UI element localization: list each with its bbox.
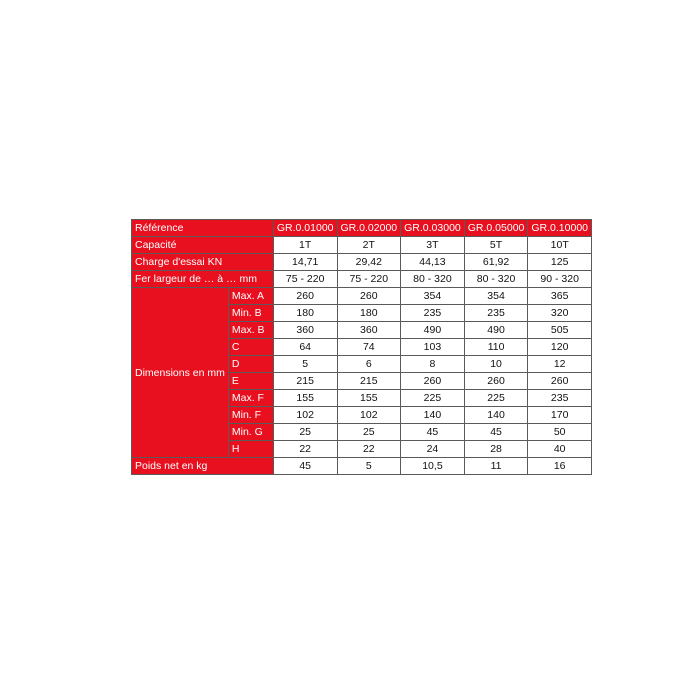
dimension-row	[132, 288, 592, 305]
table-cell: 22	[337, 441, 401, 458]
table-cell: 45	[401, 424, 465, 441]
table-cell: 24	[401, 441, 465, 458]
table-cell: 140	[401, 407, 465, 424]
table-cell: 180	[337, 305, 401, 322]
table-cell: 10T	[528, 237, 592, 254]
table-cell: 90 - 320	[528, 271, 592, 288]
table-cell: 2T	[337, 237, 401, 254]
table-cell: 225	[464, 390, 528, 407]
table-cell: 50	[528, 424, 592, 441]
dimension-label: E	[228, 373, 273, 390]
table-cell: 44,13	[401, 254, 465, 271]
table-cell: 5T	[464, 237, 528, 254]
table-cell: 260	[528, 373, 592, 390]
table-cell: 45	[273, 458, 337, 475]
table-cell: 490	[464, 322, 528, 339]
table-cell: 80 - 320	[464, 271, 528, 288]
table-cell: 80 - 320	[401, 271, 465, 288]
table-row	[132, 237, 592, 254]
dimension-label: D	[228, 356, 273, 373]
table-cell: 61,92	[464, 254, 528, 271]
table-cell: 10,5	[401, 458, 465, 475]
table-cell: 16	[528, 458, 592, 475]
table-cell: 12	[528, 356, 592, 373]
dimension-label: Min. B	[228, 305, 273, 322]
table-cell: 74	[337, 339, 401, 356]
table-cell: 10	[464, 356, 528, 373]
table-cell: 365	[528, 288, 592, 305]
table-cell: 354	[464, 288, 528, 305]
table-cell: 215	[337, 373, 401, 390]
table-cell: 235	[401, 305, 465, 322]
row-label: Capacité	[132, 237, 274, 254]
column-header: GR.0.10000	[528, 220, 592, 237]
table-cell: 102	[337, 407, 401, 424]
table-cell: 215	[273, 373, 337, 390]
table-cell: 29,42	[337, 254, 401, 271]
table-cell: 6	[337, 356, 401, 373]
table-cell: 45	[464, 424, 528, 441]
table-cell: 360	[337, 322, 401, 339]
table-cell: 103	[401, 339, 465, 356]
dimension-label: Max. B	[228, 322, 273, 339]
table-cell: 110	[464, 339, 528, 356]
dimension-label: Min. F	[228, 407, 273, 424]
dimension-label: C	[228, 339, 273, 356]
table-cell: 320	[528, 305, 592, 322]
table-cell: 155	[273, 390, 337, 407]
table-cell: 64	[273, 339, 337, 356]
table-cell: 25	[337, 424, 401, 441]
table-row	[132, 254, 592, 271]
column-header: GR.0.05000	[464, 220, 528, 237]
table-cell: 8	[401, 356, 465, 373]
table-cell: 170	[528, 407, 592, 424]
reference-label: Référence	[132, 220, 274, 237]
table-cell: 155	[337, 390, 401, 407]
table-cell: 260	[464, 373, 528, 390]
table-cell: 14,71	[273, 254, 337, 271]
table-cell: 225	[401, 390, 465, 407]
table-cell: 3T	[401, 237, 465, 254]
table-cell: 75 - 220	[273, 271, 337, 288]
weight-row	[132, 458, 592, 475]
table-cell: 505	[528, 322, 592, 339]
table-cell: 360	[273, 322, 337, 339]
row-label: Charge d'essai KN	[132, 254, 274, 271]
table-cell: 28	[464, 441, 528, 458]
table-cell: 75 - 220	[337, 271, 401, 288]
table-cell: 25	[273, 424, 337, 441]
weight-label: Poids net en kg	[132, 458, 274, 475]
spec-table-body	[132, 220, 592, 475]
table-cell: 5	[337, 458, 401, 475]
table-cell: 235	[464, 305, 528, 322]
table-cell: 235	[528, 390, 592, 407]
dimension-label: Max. A	[228, 288, 273, 305]
table-cell: 260	[337, 288, 401, 305]
table-cell: 180	[273, 305, 337, 322]
table-cell: 40	[528, 441, 592, 458]
column-header: GR.0.01000	[273, 220, 337, 237]
header-row	[132, 220, 592, 237]
table-cell: 354	[401, 288, 465, 305]
table-cell: 22	[273, 441, 337, 458]
column-header: GR.0.03000	[401, 220, 465, 237]
table-cell: 1T	[273, 237, 337, 254]
table-row	[132, 271, 592, 288]
row-label: Fer largeur de … à … mm	[132, 271, 274, 288]
table-cell: 120	[528, 339, 592, 356]
dimension-label: H	[228, 441, 273, 458]
table-cell: 5	[273, 356, 337, 373]
table-cell: 260	[401, 373, 465, 390]
dimension-label: Min. G	[228, 424, 273, 441]
dimension-label: Max. F	[228, 390, 273, 407]
table-cell: 490	[401, 322, 465, 339]
column-header: GR.0.02000	[337, 220, 401, 237]
table-cell: 11	[464, 458, 528, 475]
table-cell: 140	[464, 407, 528, 424]
table-cell: 260	[273, 288, 337, 305]
spec-table	[131, 219, 592, 475]
dimensions-group-label: Dimensions en mm	[132, 288, 229, 458]
table-cell: 102	[273, 407, 337, 424]
table-cell: 125	[528, 254, 592, 271]
